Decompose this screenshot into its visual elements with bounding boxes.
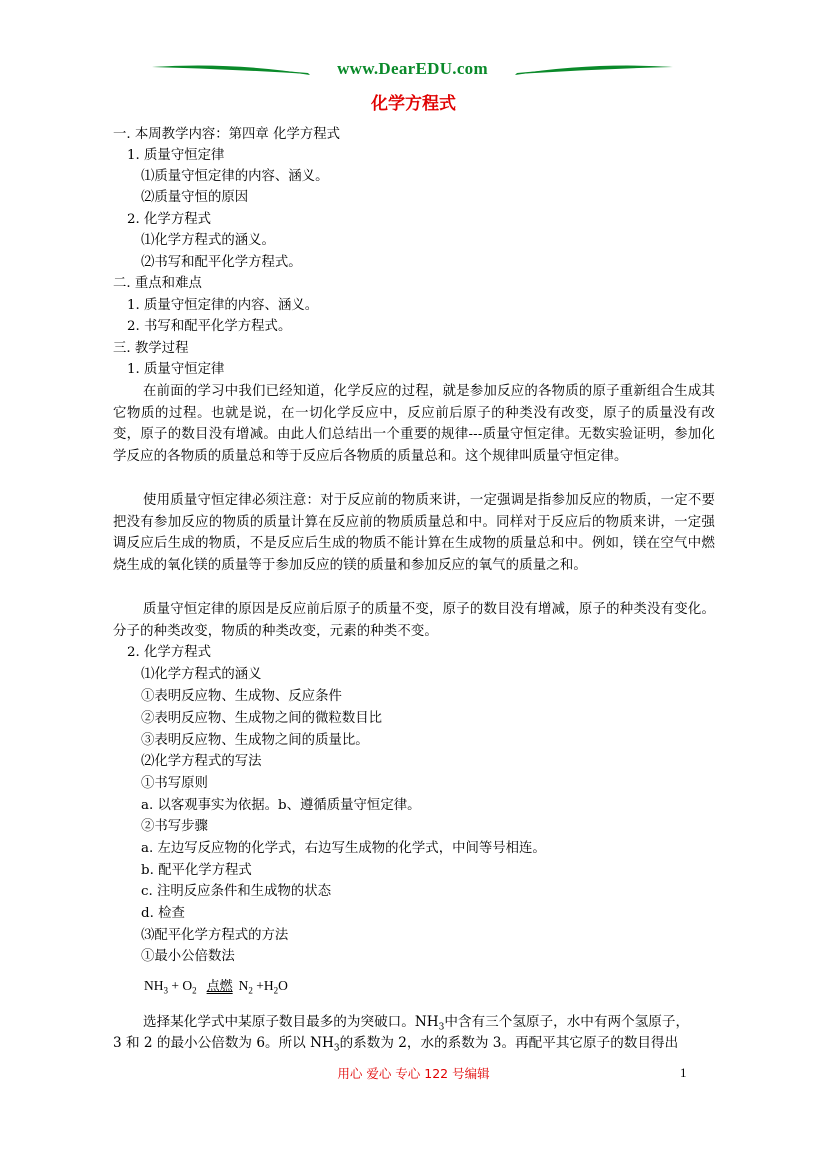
outline-line: 2. 书写和配平化学方程式。	[127, 319, 292, 334]
outline-line: 1. 质量守恒定律的内容、涵义。	[127, 298, 319, 313]
footer-note: 用心 爱心 专心 122 号编辑	[337, 1066, 490, 1081]
plus-sign: +	[168, 978, 183, 993]
outline-line: a. 左边写反应物的化学式，右边写生成物的化学式，中间等号相连。	[141, 841, 546, 856]
outline-line: 2. 化学方程式	[127, 645, 211, 660]
outline-line: 三. 教学过程	[113, 341, 189, 356]
plus-sign: +	[252, 978, 264, 993]
outline-line: 二. 重点和难点	[113, 276, 202, 291]
document-title: 化学方程式	[371, 94, 456, 114]
body-line: 选择某化学式中某原子数目最多的为突破口。$NH_3$中含有三个氢原子，水中有两个氢原子，	[143, 1014, 690, 1033]
formula-h2o: $H_2O$	[263, 978, 288, 996]
outline-line: 一. 本周教学内容：第四章 化学方程式	[113, 127, 341, 142]
chemical-equation	[144, 975, 288, 996]
site-url[interactable]: www.DearEDU.com	[337, 59, 488, 78]
outline-line: 1. 质量守恒定律	[127, 362, 225, 377]
outline-line: c. 注明反应条件和生成物的状态	[141, 884, 332, 899]
body-paragraph: 使用质量守恒定律必须注意：对于反应前的物质来讲，一定强调是指参加反应的物质，一定不要把没有参加反应的物质的质量计算在反应前的物质质量总和中。同样对于反应后的物质来讲，一定强调反应后生成的物质，不是反应后生成的物质不能计算在生成物的质量总和中。例如，镁在空气中燃烧生成的氧化镁的质量等于参加反应的镁的质量和参加反应的氧气的质量之和。	[113, 493, 715, 573]
formula-n2: $N_2$	[238, 978, 253, 996]
outline-line: ⑵化学方程式的写法	[141, 754, 262, 769]
outline-line: ①最小公倍数法	[141, 949, 235, 964]
outline-line: ⑶配平化学方程式的方法	[141, 928, 289, 943]
reaction-condition: 点燃	[206, 979, 233, 994]
outline-line: ①表明反应物、生成物、反应条件	[141, 689, 342, 704]
outline-line: ③表明反应物、生成物之间的质量比。	[141, 733, 369, 748]
page-number: 1	[680, 1065, 687, 1080]
body-line: 3 和 2 的最小公倍数为 6。所以 $NH_3$的系数为 2，水的系数为 3。再配平其它原子的数目得出	[113, 1035, 679, 1054]
formula-nh3: $NH_3$	[144, 978, 168, 996]
formula-o2: $O_2$	[182, 978, 197, 996]
outline-line: 2. 化学方程式	[127, 212, 211, 227]
outline-line: d. 检查	[141, 906, 185, 921]
outline-line: ②表明反应物、生成物之间的微粒数目比	[141, 711, 383, 726]
body-paragraph: 质量守恒定律的原因是反应前后原子的质量不变，原子的数目没有增减，原子的种类没有变化。分子的种类改变，物质的种类改变，元素的种类不变。	[113, 602, 715, 639]
site-header	[150, 58, 675, 82]
outline-line: ⑴质量守恒定律的内容、涵义。	[141, 169, 329, 184]
outline-line: ②书写步骤	[141, 819, 208, 834]
body-paragraph: 在前面的学习中我们已经知道，化学反应的过程，就是参加反应的各物质的原子重新组合生成其它物质的过程。也就是说，在一切化学反应中，反应前后原子的种类没有改变，原子的质量没有改变，原子的数目没有增减。由此人们总结出一个重要的规律---质量守恒定律。无数实验证明，参加化学反应的各物质的质量总和等于反应后各物质的质量总和。这个规律叫质量守恒定律。	[113, 384, 715, 464]
outline-line: b. 配平化学方程式	[141, 863, 252, 878]
outline-line: a. 以客观事实为依据。b、遵循质量守恒定律。	[141, 798, 421, 813]
outline-line: ⑵质量守恒的原因	[141, 190, 249, 205]
outline-line: 1. 质量守恒定律	[127, 148, 225, 163]
outline-line: ⑵书写和配平化学方程式。	[141, 255, 302, 270]
outline-line: ⑴化学方程式的涵义。	[141, 233, 275, 248]
outline-line: ⑴化学方程式的涵义	[141, 667, 262, 682]
outline-line: ①书写原则	[141, 776, 208, 791]
